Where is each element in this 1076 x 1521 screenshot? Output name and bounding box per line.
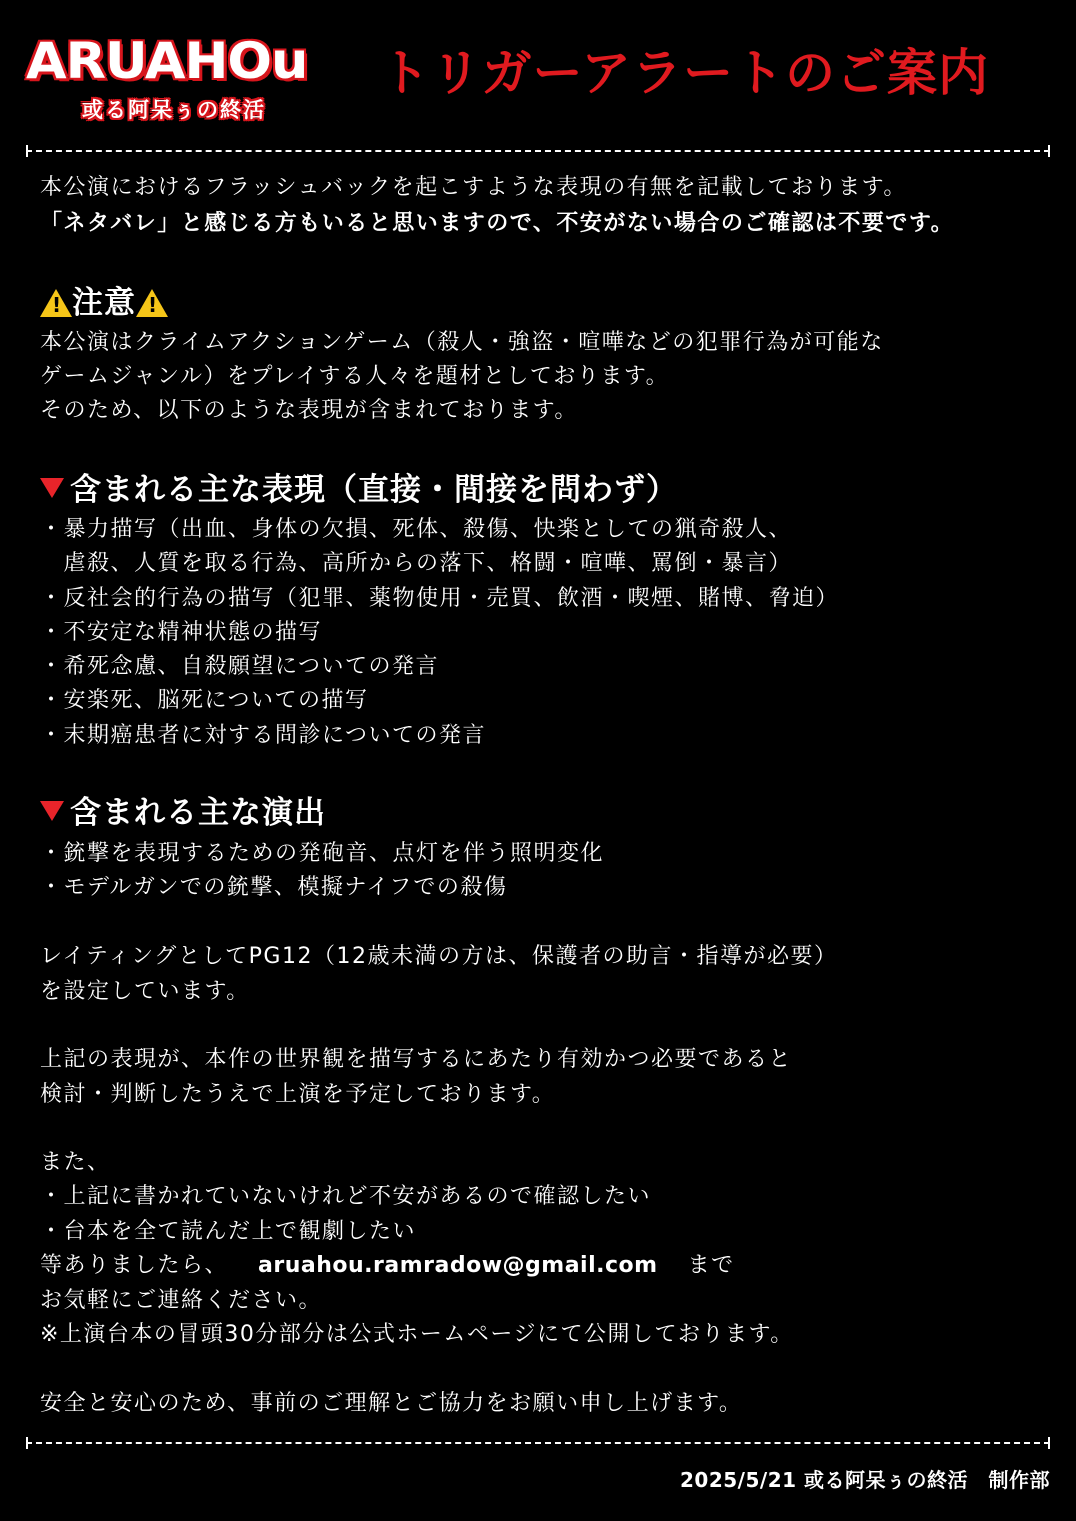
top-divider — [26, 150, 1050, 152]
contact-email-link[interactable]: aruahou.ramradow@gmail.com — [258, 1253, 658, 1278]
warning-triangle-icon — [136, 289, 168, 317]
list-item: ・銃撃を表現するための発砲音、点灯を伴う照明変化 — [40, 841, 605, 866]
logo-wordmark: ARUAHOu — [26, 32, 308, 90]
red-down-triangle-icon — [40, 801, 64, 821]
contact-line-5: お気軽にご連絡ください。 — [40, 1288, 323, 1313]
contact-line-6: ※上演台本の冒頭30分部分は公式ホームページにて公開しております。 — [40, 1322, 794, 1347]
caution-heading-label: 注意 — [72, 285, 136, 321]
caution-line-1: 本公演はクライムアクションゲーム（殺人・強盗・喧嘩などの犯罪行為が可能な — [40, 330, 884, 355]
list-item: ・不安定な精神状態の描写 — [40, 619, 323, 645]
rating-line-1: レイティングとしてPG12（12歳未満の方は、保護者の助言・指導が必要） — [40, 944, 838, 969]
staging-list — [40, 837, 604, 906]
expressions-heading-label: 含まれる主な表現（直接・間接を問わず） — [70, 472, 678, 508]
contact-prefix: 等ありましたら、 — [40, 1253, 229, 1278]
bottom-divider — [26, 1442, 1050, 1444]
caution-line-3: そのため、以下のような表現が含まれております。 — [40, 398, 578, 423]
footer-credit: 2025/5/21 或る阿呆ぅの終活 制作部 — [680, 1468, 1050, 1492]
contact-line-3: ・台本を全て読んだ上で観劇したい — [40, 1219, 417, 1244]
contact-line-2: ・上記に書かれていないけれど不安があるので確認したい — [40, 1184, 652, 1209]
list-item: ・反社会的行為の描写（犯罪、薬物使用・売買、飲酒・喫煙、賭博、脅迫） — [40, 585, 840, 611]
intro-line-1: 本公演におけるフラッシュバックを起こすような表現の有無を記載しております。 — [40, 175, 907, 200]
closing-line: 安全と安心のため、事前のご理解とご協力をお願い申し上げます。 — [40, 1391, 743, 1416]
list-item: ・安楽死、脳死についての描写 — [40, 688, 369, 714]
warning-triangle-icon — [40, 289, 72, 317]
contact-line-4 — [40, 1249, 735, 1283]
contact-line-1: また、 — [40, 1150, 111, 1175]
list-item: 虐殺、人質を取る行為、高所からの落下、格闘・喧嘩、罵倒・暴言） — [40, 551, 793, 577]
staging-heading-label: 含まれる主な演出 — [70, 795, 326, 831]
list-item: ・モデルガンでの銃撃、模擬ナイフでの殺傷 — [40, 875, 508, 901]
page-title: トリガーアラートのご案内 — [380, 44, 989, 102]
contact-suffix: まで — [687, 1253, 735, 1278]
expressions-list — [40, 513, 839, 753]
logo-subtitle: 或る阿呆ぅの終活 — [82, 98, 266, 122]
intro-line-2: 「ネタバレ」と感じる方もいると思いますので、不安がない場合のご確認は不要です。 — [40, 211, 955, 236]
list-item: ・末期癌患者に対する問診についての発言 — [40, 722, 487, 748]
caution-heading — [40, 283, 168, 323]
rating-line-2: を設定しています。 — [40, 979, 250, 1004]
red-down-triangle-icon — [40, 478, 64, 498]
justification-line-2: 検討・判断したうえで上演を予定しております。 — [40, 1082, 556, 1107]
aruahou-logo — [26, 32, 361, 128]
list-item: ・暴力描写（出血、身体の欠損、死体、殺傷、快楽としての猟奇殺人、 — [40, 517, 793, 542]
caution-line-2: ゲームジャンル）をプレイする人々を題材としております。 — [40, 364, 670, 389]
expressions-heading — [40, 470, 678, 510]
staging-heading — [40, 793, 326, 833]
justification-line-1: 上記の表現が、本作の世界観を描写するにあたり有効かつ必要であると — [40, 1047, 793, 1072]
list-item: ・希死念慮、自殺願望についての発言 — [40, 654, 440, 680]
